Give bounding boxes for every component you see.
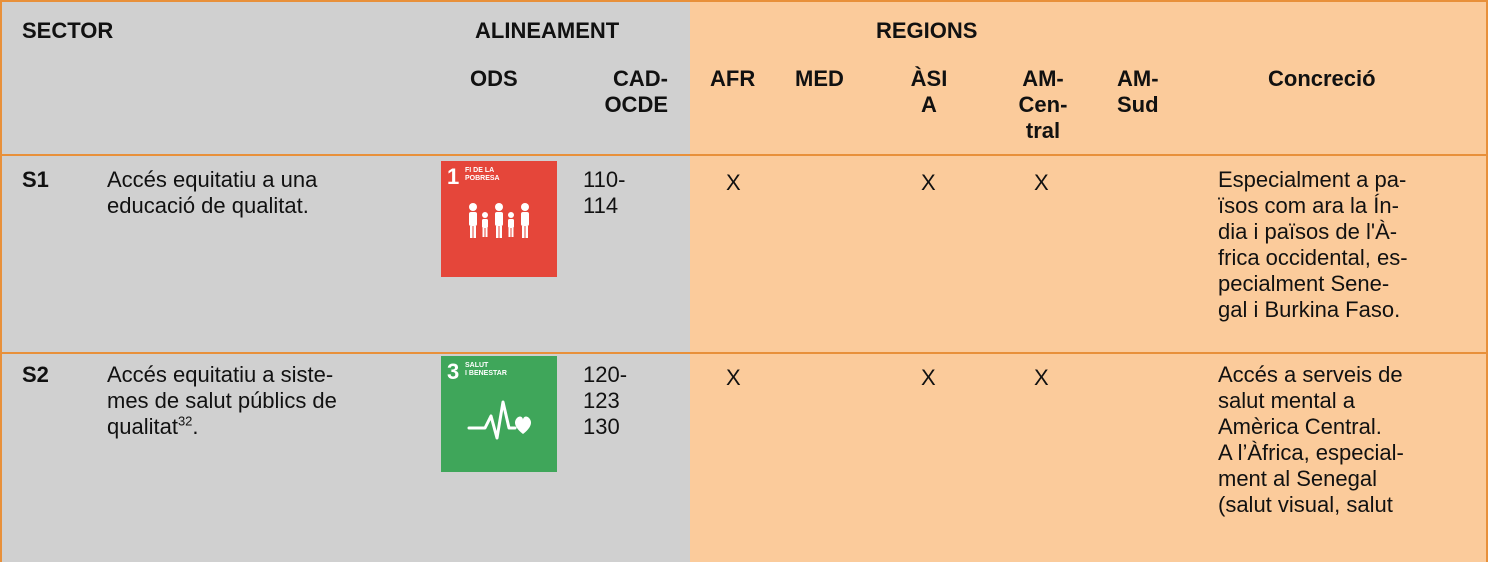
header-cad-ocde: CAD- OCDE	[604, 66, 668, 117]
row-cad-code: 110- 114	[583, 167, 626, 218]
concrecio-line: pecialment Sene-	[1218, 271, 1390, 296]
region-mark-am-central: X	[1034, 365, 1049, 390]
header-sector: SECTOR	[22, 18, 114, 43]
heartbeat-icon	[441, 356, 557, 472]
concrecio-line: (salut visual, salut	[1218, 492, 1393, 517]
row-code: S2	[22, 362, 49, 387]
region-mark-am-central: X	[1034, 170, 1049, 195]
row-divider	[0, 154, 1488, 156]
header-alignment: ALINEAMENT	[475, 18, 620, 43]
concrecio-line: salut mental a	[1218, 388, 1355, 413]
concrecio-line: frica occidental, es-	[1218, 245, 1408, 270]
header-med: MED	[795, 66, 844, 91]
ods-goal-tile: 3 SALUT I BENESTAR	[441, 356, 557, 472]
ods-goal-tile: 1 FI DE LA POBRESA	[441, 161, 557, 277]
region-mark-afr: X	[726, 365, 741, 390]
header-concrecio: Concreció	[1268, 66, 1376, 91]
concrecio-line: A l’Àfrica, especial-	[1218, 440, 1404, 465]
header-am-central: AM- Cen- tral	[1018, 66, 1068, 143]
row-code: S1	[22, 167, 49, 192]
row-concrecio	[1218, 167, 1408, 323]
header-ods: ODS	[470, 66, 518, 91]
row-divider	[0, 352, 1488, 354]
concrecio-line: Especialment a pa-	[1218, 167, 1407, 192]
row-description: Accés equitatiu a una educació de qualitat.	[107, 167, 318, 218]
concrecio-line: ment al Senegal	[1218, 466, 1377, 491]
concrecio-line: Accés a serveis de	[1218, 362, 1403, 387]
row-concrecio	[1218, 362, 1404, 518]
row-description: Accés equitatiu a siste- mes de salut públics de qualitat$^{32}$.	[107, 362, 337, 439]
concrecio-line: gal i Burkina Faso.	[1218, 297, 1401, 322]
concrecio-line: dia i països de l'À-	[1218, 219, 1398, 244]
concrecio-line: ïsos com ara la Ín-	[1218, 193, 1399, 218]
row-cad-code: 120- 123 130	[583, 362, 628, 439]
region-mark-afr: X	[726, 170, 741, 195]
header-regions: REGIONS	[876, 18, 978, 43]
header-afr: AFR	[710, 66, 756, 91]
region-mark-asia: X	[921, 365, 936, 390]
header-am-sud: AM- Sud	[1117, 66, 1159, 117]
region-mark-asia: X	[921, 170, 936, 195]
table-border-top	[0, 0, 1488, 2]
family-icon	[441, 161, 557, 277]
header-asia: ÀSI A	[910, 66, 948, 117]
concrecio-line: Amèrica Central.	[1218, 414, 1382, 439]
table-border-left	[0, 0, 2, 562]
